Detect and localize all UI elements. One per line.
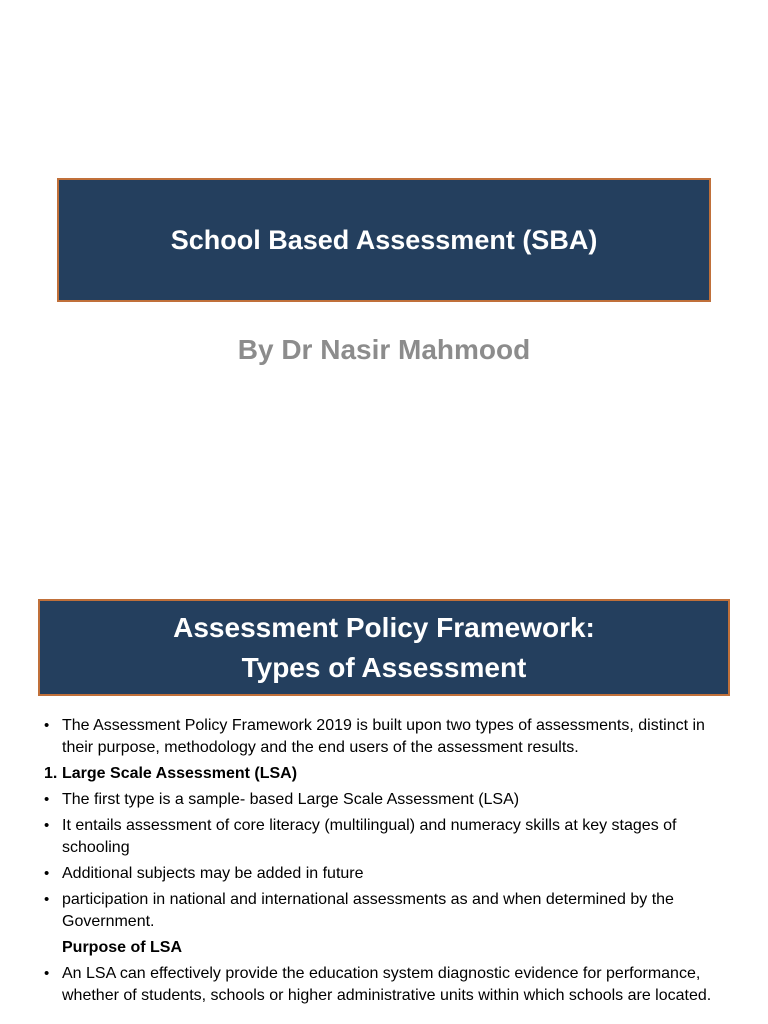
author-subtitle: By Dr Nasir Mahmood	[237, 334, 531, 365]
content-slide	[0, 576, 768, 1024]
bullet-icon: •	[44, 717, 50, 734]
section-heading: Large Scale Assessment (LSA)	[62, 765, 298, 782]
list-item-text: It entails assessment of core literacy (multilingual) and numeracy skills at key stages of schooling	[62, 817, 677, 856]
list-number: 1.	[44, 765, 58, 782]
list-item	[44, 789, 734, 811]
presentation-title: School Based Assessment (SBA)	[170, 224, 598, 255]
subsection-heading: Purpose of LSA	[62, 939, 183, 956]
list-item-text: An LSA can effectively provide the education system diagnostic evidence for performance, whether of students, schools or higher administrative units within which schools are located.	[62, 965, 712, 1004]
list-item	[44, 763, 734, 785]
list-item-text: The first type is a sample- based Large Scale Assessment (LSA)	[62, 791, 520, 808]
bullet-icon: •	[44, 965, 50, 982]
bullet-icon: •	[44, 817, 50, 834]
bullet-icon: •	[44, 865, 50, 882]
list-item	[44, 889, 734, 933]
slide-title-line-2: Types of Assessment	[241, 651, 527, 683]
list-item	[44, 715, 734, 759]
list-item-text: The Assessment Policy Framework 2019 is built upon two types of assessments, distinct in their purpose, methodology and the end users of the assessment results.	[62, 717, 705, 756]
title-banner	[57, 178, 711, 302]
bullet-icon: •	[44, 891, 50, 908]
slide-title-line-1: Assessment Policy Framework:	[173, 611, 595, 643]
bullet-list	[44, 715, 734, 1011]
list-item	[44, 937, 734, 959]
list-item	[44, 863, 734, 885]
list-item-text: participation in national and international assessments as and when determined by the Government.	[62, 891, 674, 930]
bullet-icon: •	[44, 791, 50, 808]
list-item	[44, 963, 734, 1007]
list-item-text: Additional subjects may be added in future	[62, 865, 364, 882]
list-item	[44, 815, 734, 859]
slide-title-banner	[38, 599, 730, 696]
